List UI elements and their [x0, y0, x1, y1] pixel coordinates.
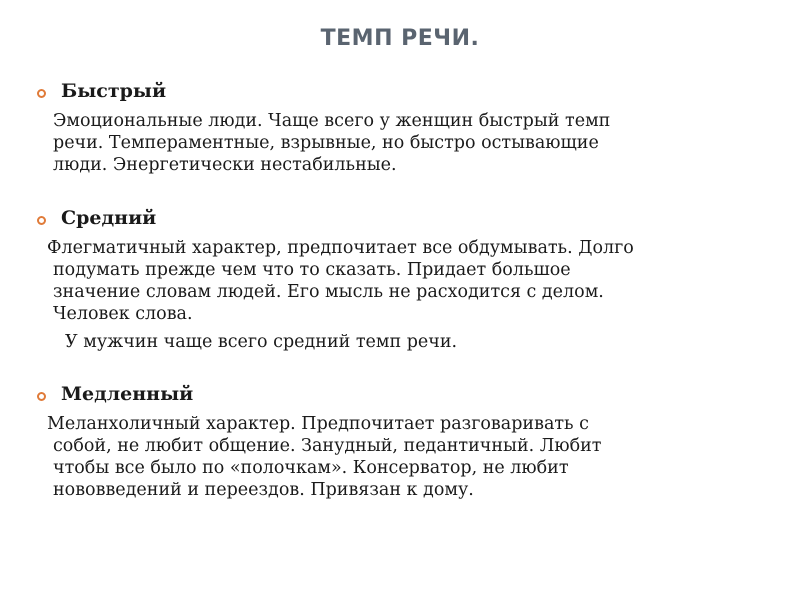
circle-bullet-icon — [37, 392, 46, 401]
description-line: люди. Энергетически нестабильные. — [53, 155, 397, 175]
description-line: значение словам людей. Его мысль не расходится с делом. — [53, 282, 604, 302]
description-line: собой, не любит общение. Занудный, педантичный. Любит — [53, 436, 602, 456]
section-slow — [34, 383, 734, 501]
section-description — [34, 110, 734, 176]
section-heading-row — [34, 383, 734, 413]
section-fast — [34, 80, 734, 176]
section-heading: Средний — [61, 207, 157, 229]
section-medium — [34, 207, 734, 353]
section-heading: Быстрый — [61, 80, 167, 102]
description-line: чтобы все было по «полочкам». Консерватор, не любит — [53, 458, 569, 478]
section-heading-row — [34, 207, 734, 237]
circle-bullet-icon — [37, 89, 46, 98]
description-line: нововведений и переездов. Привязан к дому. — [53, 480, 474, 500]
section-heading-row — [34, 80, 734, 110]
description-line: Эмоциональные люди. Чаще всего у женщин быстрый темп — [53, 111, 611, 131]
section-description — [34, 413, 734, 501]
circle-bullet-icon — [37, 216, 46, 225]
section-heading: Медленный — [61, 383, 194, 405]
section-description — [34, 237, 734, 325]
description-line: речи. Темпераментные, взрывные, но быстро остывающие — [53, 133, 599, 153]
slide-title: ТЕМП РЕЧИ. — [320, 26, 480, 51]
description-line: Флегматичный характер, предпочитает все обдумывать. Долго — [47, 238, 634, 258]
description-line: подумать прежде чем что то сказать. Придает большое — [53, 260, 571, 280]
description-line: Человек слова. — [53, 304, 193, 324]
description-line: Меланхоличный характер. Предпочитает разговаривать с — [47, 414, 589, 434]
section-note: У мужчин чаще всего средний темп речи. — [65, 332, 458, 352]
